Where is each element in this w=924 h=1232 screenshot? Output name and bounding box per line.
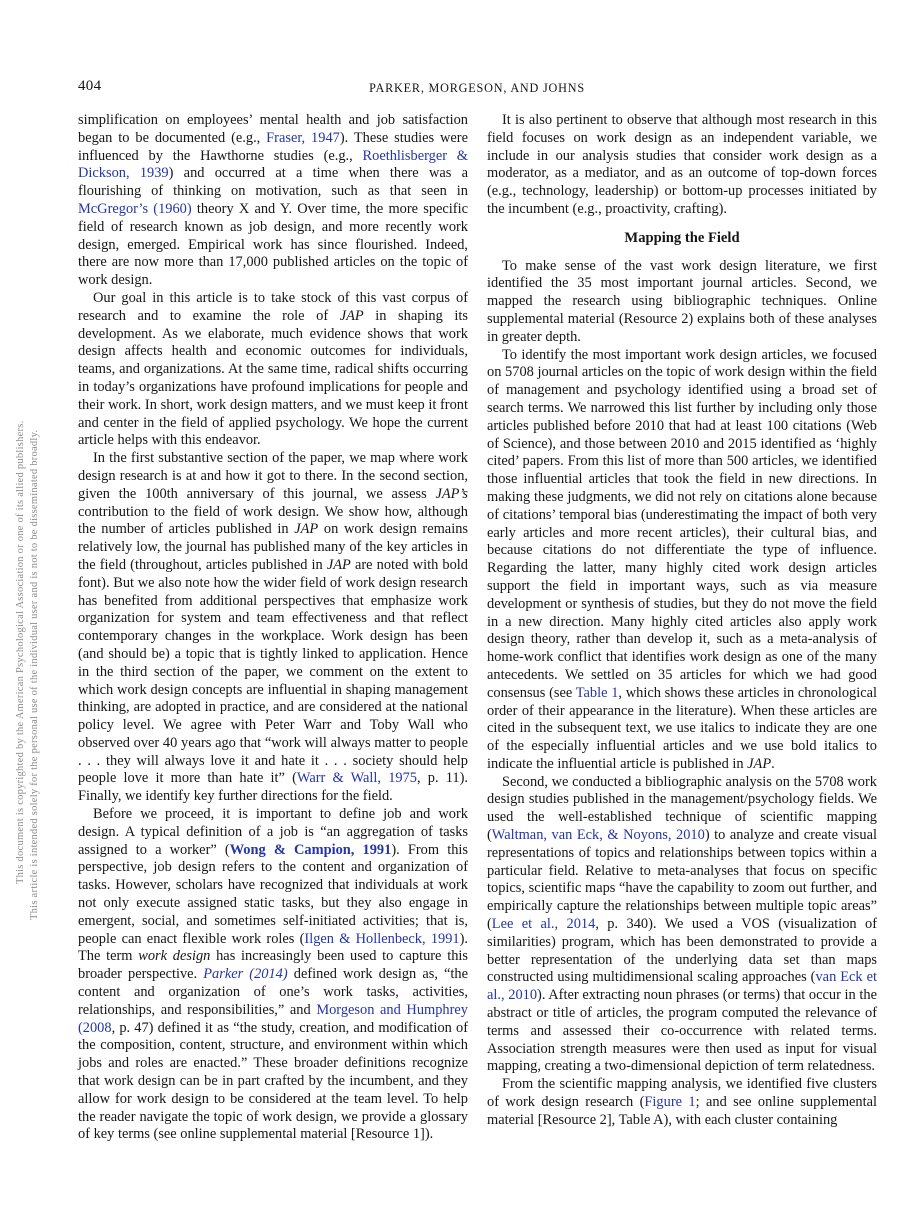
- paragraph: [78, 112, 468, 290]
- text-run: on work design remains relatively low, the journal has published many of the key articles in the field (throughout, articles published in: [78, 521, 468, 573]
- text-run: ; and see online supplemental material [Resource 2], Table A), with each cluster containing: [487, 1094, 878, 1128]
- page-number: 404: [78, 78, 102, 94]
- paragraph: [78, 450, 468, 806]
- citation-link[interactable]: Ilgen & Hollenbeck, 1991: [304, 930, 460, 947]
- text-run: are noted with bold font). But we also note how the wider field of work design research has benefited from additional perspectives that emphasize work organization for system and team effectiveness and that reflect contemporary changes in the workplace. Work design has been (and should be) a topic that is tightly linked to application. Hence in the third section of the paper, we comment on the extent to which work design concepts are influential in shaping management thinking, are adopted in practice, and are considered at the national policy level. We agree with Peter Warr and Toby Wall who observed over 40 years ago that “work will always matter to people . . . they will always love it and hate it . . . society should help people love it more than hate it” (: [78, 556, 468, 787]
- text-run: JAP: [326, 556, 351, 573]
- column-left: [78, 112, 468, 1144]
- text-run: ). The term: [78, 930, 469, 965]
- text-run: To make sense of the vast work design literature, we first identified the 35 most important journal articles. Second, we mapped the research using bibliographic techniques. Online supplemental material (Resource 2) explains both of these analyses in greater depth.: [487, 257, 877, 345]
- section-heading: Mapping the Field: [624, 229, 740, 246]
- text-run: , p. 11). Finally, we identify key further directions for the field.: [78, 770, 468, 805]
- page-header: [78, 78, 876, 98]
- copyright-notice-line1: This document is copyrighted by the American Psychological Association or one of its allied publishers.: [15, 420, 26, 884]
- text-run: JAP’s: [435, 485, 468, 502]
- text-run: defined work design as, “the content and organization of one’s work tasks, activities, relationships, and responsibilities,” and: [78, 966, 468, 1018]
- citation-link[interactable]: Warr & Wall, 1975: [296, 770, 417, 787]
- text-run: , p. 340). We used a VOS (visualization of similarities) program, which has been demonstrated to provide a better representation of the underlying data set than maps constructed using multidimensional scaling approaches (: [487, 916, 878, 986]
- text-run: ). After extracting noun phrases (or terms) that occur in the abstract or title of articles, the program computed the relevance of terms and assessed their co-occurrence with related terms. Association strength measures were then used as input for visual mapping, creating a two-dimensional depiction of term relatedness.: [487, 987, 877, 1075]
- citation-link[interactable]: Fraser, 1947: [266, 129, 340, 146]
- text-run: JAP: [339, 307, 364, 324]
- text-run: Our goal in this article is to take stock of this vast corpus of research and to examine the role of: [78, 289, 468, 324]
- text-run: ) and occurred at a time when there was a flourishing of thinking on motivation, such as that seen in: [78, 165, 468, 200]
- text-run: contribution to the field of work design. We show how, although the number of articles published in: [78, 503, 468, 538]
- text-run: in shaping its development. As we elaborate, much evidence shows that work design affects health and economic outcomes for individuals, teams, and organizations. At the same time, radical shifts occurring in today’s organizations have profound implications for people and their work. In short, work design matters, and we must keep it front and center in the field of applied psychology. We hope the current article helps with this endeavor.: [78, 307, 468, 449]
- text-run: JAP: [747, 755, 772, 772]
- text-run: Before we proceed, it is important to define job and work design. A typical definition of a job is “an aggregation of tasks assigned to a worker” (: [78, 806, 468, 858]
- paragraph: [78, 290, 468, 450]
- article-body: [78, 112, 877, 1144]
- paragraph: [487, 112, 877, 219]
- text-run: has increasingly been used to capture this broader perspective.: [78, 948, 468, 983]
- text-run: .: [771, 755, 775, 772]
- paragraph: [487, 347, 877, 774]
- citation-link[interactable]: McGregor’s (1960): [78, 200, 192, 217]
- citation-link[interactable]: Table 1: [575, 684, 619, 701]
- citation-link[interactable]: Morgeson and Humphrey (2008: [78, 1001, 468, 1036]
- column-right: [487, 112, 877, 1144]
- citation-link[interactable]: Lee et al., 2014: [491, 916, 596, 933]
- text-run: To identify the most important work design articles, we focused on 5708 journal articles on the topic of work design within the field of management and psychology identified using a broad set of search terms. We narrowed this list further by including only those articles published before 2010 that had at least 100 citations (Web of Science), and those between 2010 and 2015 identified as ‘highly cited’ papers. From this list of more than 500 articles, we identified those influential articles that took the field in new directions. In making these judgments, we did not rely on citations alone because of citations’ temporal bias (underestimating the impact of both very early articles and more recent articles), their cultural bias, and because citations do not differentiate the type of influence. Regarding the latter, many highly cited work design articles support the field in important ways, such as via measure development or synthesis of studies, but they do not move the field in a new direction. Many highly cited articles also apply work design theory, rather than develop it, such as a meta-analysis of home-work conflict that identifies work design as one of the many antecedents. We settled on 35 articles for which we had good consensus (see: [487, 346, 877, 701]
- text-run: , p. 47) defined it as “the study, creation, and modification of the composition, content, structure, and environment within which jobs and roles are enacted.” These broader definitions recognize that work design can be in part crafted by the incumbent, and they allow for work design to be considered at the team level. To help the reader navigate the topic of work design, we provide a glossary of key terms (see online supplemental material [Resource 1]).: [78, 1019, 468, 1143]
- text-run: Second, we conducted a bibliographic analysis on the 5708 work design studies published in the management/psychology fields. We used the well-established technique of scientific mapping (: [487, 773, 877, 844]
- citation-link[interactable]: Roethlisberger & Dickson, 1939: [78, 147, 468, 182]
- paragraph: [487, 258, 877, 347]
- text-run: work design: [138, 948, 211, 965]
- text-run: theory X and Y. Over time, the more specific field of research known as job design, and more recently work design, emerged. Empirical work has since flourished. Indeed, there are now more than 17,000 published articles on the topic of work design.: [78, 200, 468, 289]
- text-run: In the first substantive section of the paper, we map where work design research is at and how it got to there. In the second section, given the 100th anniversary of this journal, we assess: [78, 450, 468, 502]
- citation-link[interactable]: Wong & Campion, 1991: [229, 841, 392, 858]
- text-run: From the scientific mapping analysis, we identified five clusters of work design research (: [487, 1076, 877, 1111]
- text-run: JAP: [294, 521, 319, 538]
- running-head: PARKER, MORGESON, AND JOHNS: [369, 80, 585, 95]
- text-run: ). From this perspective, job design refers to the content and organization of tasks. However, scholars have recognized that individuals at work not only execute assigned static tasks, but they also engage in emergent, social, and sometimes self-initiated activities; that is, people can enact flexible work roles (: [78, 841, 468, 947]
- citation-link[interactable]: Waltman, van Eck, & Noyons, 2010: [491, 827, 705, 844]
- paragraph: [78, 806, 468, 1144]
- text-run: simplification on employees’ mental health and job satisfaction began to be documented (e.g.,: [78, 112, 468, 146]
- citation-link[interactable]: Parker (2014): [203, 966, 288, 983]
- text-run: It is also pertinent to observe that although most research in this field focuses on work design as an independent variable, we include in our analysis studies that consider work design as a moderator, as a mediator, and as an outcome of top-down forces (e.g., technology, leadership) or bottom-up processes initiated by the incumbent (e.g., proactivity, crafting).: [487, 112, 877, 217]
- text-run: , which shows these articles in chronological order of their appearance in the literature). When these articles are cited in the subsequent text, we use italics to indicate they are one of the especially influential articles and we use bold italics to indicate the influential article is published in: [487, 684, 877, 772]
- text-run: ) to analyze and create visual representations of topics and relationships between topics within a particular field. Relative to meta-analyses that focus on specific topics, scientific maps “have the capability to zoom out further, and empirically capture the relationships between multiple topic areas” (: [487, 827, 877, 933]
- citation-link[interactable]: van Eck et al., 2010: [487, 969, 878, 1004]
- text-run: ). These studies were influenced by the Hawthorne studies (e.g.,: [78, 129, 468, 164]
- citation-link[interactable]: Figure 1: [644, 1094, 696, 1111]
- paragraph: [487, 774, 877, 1077]
- copyright-notice-line2: This article is intended solely for the personal use of the individual user and is not to be disseminated broadly.: [29, 429, 40, 920]
- paragraph: [487, 1076, 877, 1129]
